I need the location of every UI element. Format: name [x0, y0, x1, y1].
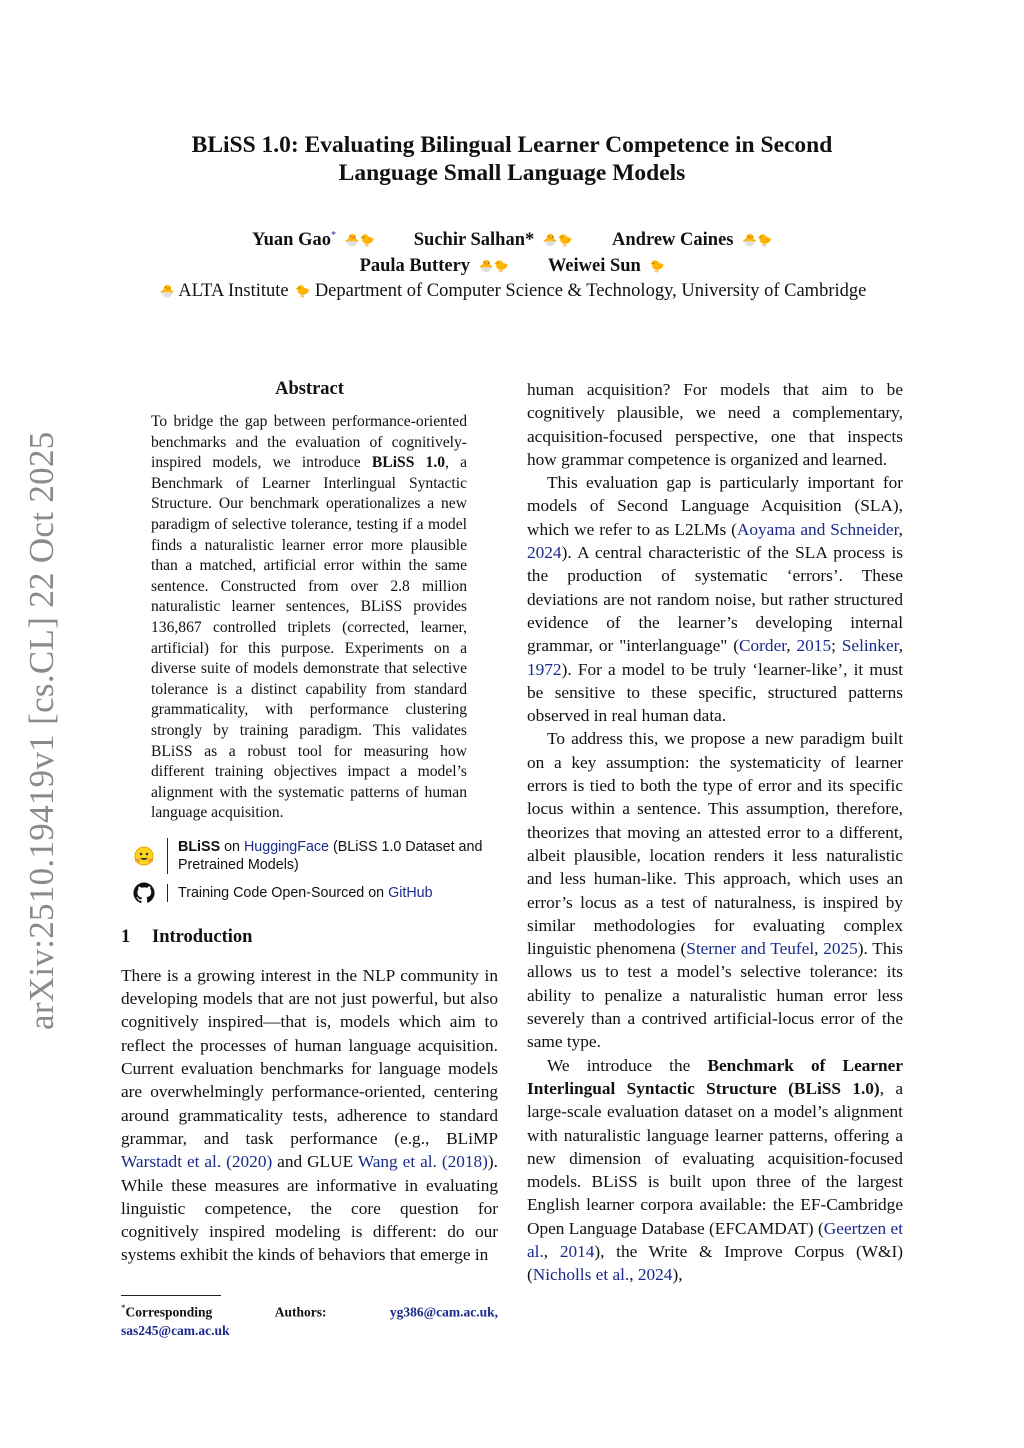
author-name: Andrew Caines	[612, 230, 734, 250]
github-link-row: Training Code Open-Sourced on GitHub	[131, 880, 498, 906]
hatching-chick-icon: 🐣🐤	[542, 233, 573, 247]
paragraph: We introduce the Benchmark of Learner Interlingual Syntactic Structure (BLiSS 1.0), a large-scale evaluation dataset on a model’s alignment with naturalistic language learner patterns, offering a new dimension of evaluating acquisition-focused models. BLiSS is built upon three of the largest English learner corpora available: the EF-Cambridge Open Language Database (EFCAMDAT) (Geertzen et al., 2014), the Write & Improve Corpus (W&I) (Nicholls et al., 2024),	[527, 1055, 904, 1285]
section-heading-introduction	[121, 924, 498, 950]
introduction-text-right	[527, 378, 903, 1287]
benchmark-name: BLiSS 1.0	[371, 454, 446, 472]
citation-link[interactable]: Wang et al.	[357, 1152, 437, 1172]
chick-icon: 🐤	[295, 284, 311, 298]
section-number: 1	[121, 926, 131, 947]
corresponding-mark[interactable]: *	[331, 229, 336, 241]
chick-icon: 🐤	[649, 258, 665, 273]
hatching-chick-icon: 🐣	[159, 284, 175, 298]
github-link[interactable]: GitHub	[388, 884, 433, 901]
email-link[interactable]: sas245@cam.ac.uk	[121, 1322, 230, 1338]
hatching-chick-icon: 🐣🐤	[478, 258, 509, 273]
author-name: Suchir Salhan*	[413, 230, 535, 250]
abstract-text: To bridge the gap between performance-oriented benchmarks and the evaluation of cognitively-inspired models, we introduce BLiSS 1.0, a Benchmark of Learner Interlingual Syntactic Structure. Our benchmark operationalizes a new paradigm of selective tolerance, testing if a model finds a naturalistic learner error more plausible than a matched, artificial error within the same sentence. Constructed from over 2.8 million naturalistic learner sentences, BLiSS provides 136,867 controlled triplets (corrected, learner, artificial) for this purpose. Experiments on a diverse suite of models demonstrate that selective tolerance is a distinct capability from standard grammaticality, with performance clustering strongly by training paradigm. This validates BLiSS as a robust tool for measuring how different training objectives impact a model’s alignment with the systematic patterns of human language acquisition.	[151, 413, 468, 822]
citation-link[interactable]: Nicholls et al.	[532, 1265, 630, 1285]
citation-link[interactable]: Corder	[739, 636, 787, 656]
citation-link[interactable]: Warstadt et al.	[121, 1152, 222, 1172]
huggingface-link[interactable]: HuggingFace	[243, 838, 330, 855]
resource-links	[131, 838, 498, 906]
paper-title	[120, 131, 904, 187]
author-name: Yuan Gao	[251, 230, 331, 250]
hatching-chick-icon: 🐣🐤	[742, 233, 772, 247]
huggingface-link-row: BLiSS on HuggingFace (BLiSS 1.0 Dataset and Pretrained Models)	[131, 838, 498, 874]
arxiv-identifier-stamp[interactable]: arXiv:2510.19419v1 [cs.CL] 22 Oct 2025	[22, 431, 61, 1030]
benchmark-full-name: Benchmark of Learner Interlingual Syntactic Structure (BLiSS 1.0)	[527, 1055, 904, 1098]
paragraph: This evaluation gap is particularly important for models of Second Language Acquisition (SLA), which we refer to as L2LMs (Aoyama and Schneider, 2024). A central characteristic of the SLA process is the production of systematic ‘errors’. These deviations are not random noise, but rather structured evidence of the learner’s developing internal grammar, or "interlanguage" (Corder, 2015; Selinker, 1972). For a model to be truly ‘learner-like’, it must be sensitive to these specific, structured patterns observed in real human data.	[527, 473, 904, 726]
left-column	[121, 376, 498, 1267]
paragraph: There is a growing interest in the NLP community in developing models that are not just powerful, but also cognitively inspired—that is, models which aim to reflect the processes of human language acquisition. Current evaluation benchmarks for language models are overwhelmingly performance-oriented, centering around grammaticality tests, adherence to standard grammar, and task performance (e.g., BLiMP Warstadt et al. (2020) and GLUE Wang et al. (2018)). While these measures are informative in evaluating linguistic competence, the core question for cognitively inspired modeling is different: do our systems exhibit the kinds of behaviors that emerge in	[121, 965, 498, 1265]
paragraph-continuation: human acquisition? For models that aim to be cognitively plausible, we need a complementary, acquisition-focused perspective, one that inspects how grammar competence is organized and learned.	[527, 380, 903, 469]
citation-link[interactable]: Aoyama and Schneider	[736, 519, 899, 539]
affiliation-alta: ALTA Institute	[178, 281, 289, 301]
bliss-label: BLiSS	[178, 838, 221, 855]
citation-link[interactable]: Geertzen et al.	[527, 1218, 903, 1261]
author-row-2	[100, 254, 924, 280]
hatching-chick-icon: 🐣🐤	[344, 233, 375, 247]
email-link[interactable]: yg386@cam.ac.uk,	[389, 1304, 498, 1320]
title-line-1: BLiSS 1.0: Evaluating Bilingual Learner Competence in Second	[191, 132, 833, 158]
huggingface-icon[interactable]	[131, 843, 157, 869]
citation-year-link[interactable]: (2018)	[441, 1152, 488, 1172]
github-icon[interactable]	[131, 880, 157, 906]
abstract-heading: Abstract	[275, 379, 344, 399]
right-column	[527, 378, 903, 1287]
citation-year-link[interactable]: 2024	[527, 543, 562, 563]
section-title: Introduction	[152, 926, 253, 947]
citation-year-link[interactable]: 1972	[527, 659, 562, 679]
author-block	[100, 228, 924, 305]
citation-year-link[interactable]: 2015	[796, 636, 832, 656]
citation-link[interactable]: Sterner and Teufel	[686, 939, 815, 959]
citation-year-link[interactable]: 2024	[637, 1265, 673, 1285]
citation-link[interactable]: Selinker	[841, 636, 899, 656]
author-row-1	[100, 228, 924, 254]
affiliations	[100, 279, 924, 305]
citation-year-link[interactable]: (2020)	[226, 1152, 273, 1172]
author-name: Weiwei Sun	[547, 255, 641, 276]
footnote-rule	[121, 1295, 221, 1296]
citation-year-link[interactable]: 2025	[823, 939, 858, 959]
affiliation-cambridge: Department of Computer Science & Technology, University of Cambridge	[314, 281, 867, 301]
citation-year-link[interactable]: 2014	[559, 1241, 595, 1261]
author-name: Paula Buttery	[359, 255, 471, 276]
title-line-2: Language Small Language Models	[338, 160, 686, 186]
footnote: *Corresponding Authors: yg386@cam.ac.uk, sas245@cam.ac.uk	[121, 1295, 498, 1340]
introduction-text-left	[121, 964, 498, 1267]
paragraph: To address this, we propose a new paradigm built on a key assumption: the systematicity of learner errors is tied to both the type of error and its specific locus within a sentence. This assumption, therefore, theorizes that moving an attested error to a different, albeit plausible, location renders it less naturalistic and less human-like. This approach, which uses an error’s locus as a test of naturalness, is inspired by similar methodologies for evaluating complex linguistic phenomena (Sterner and Teufel, 2025). This allows us to test a model’s selective tolerance: its ability to penalize a naturalistic human error less severely than a contrived artificial-locus error of the same type.	[527, 729, 903, 1052]
